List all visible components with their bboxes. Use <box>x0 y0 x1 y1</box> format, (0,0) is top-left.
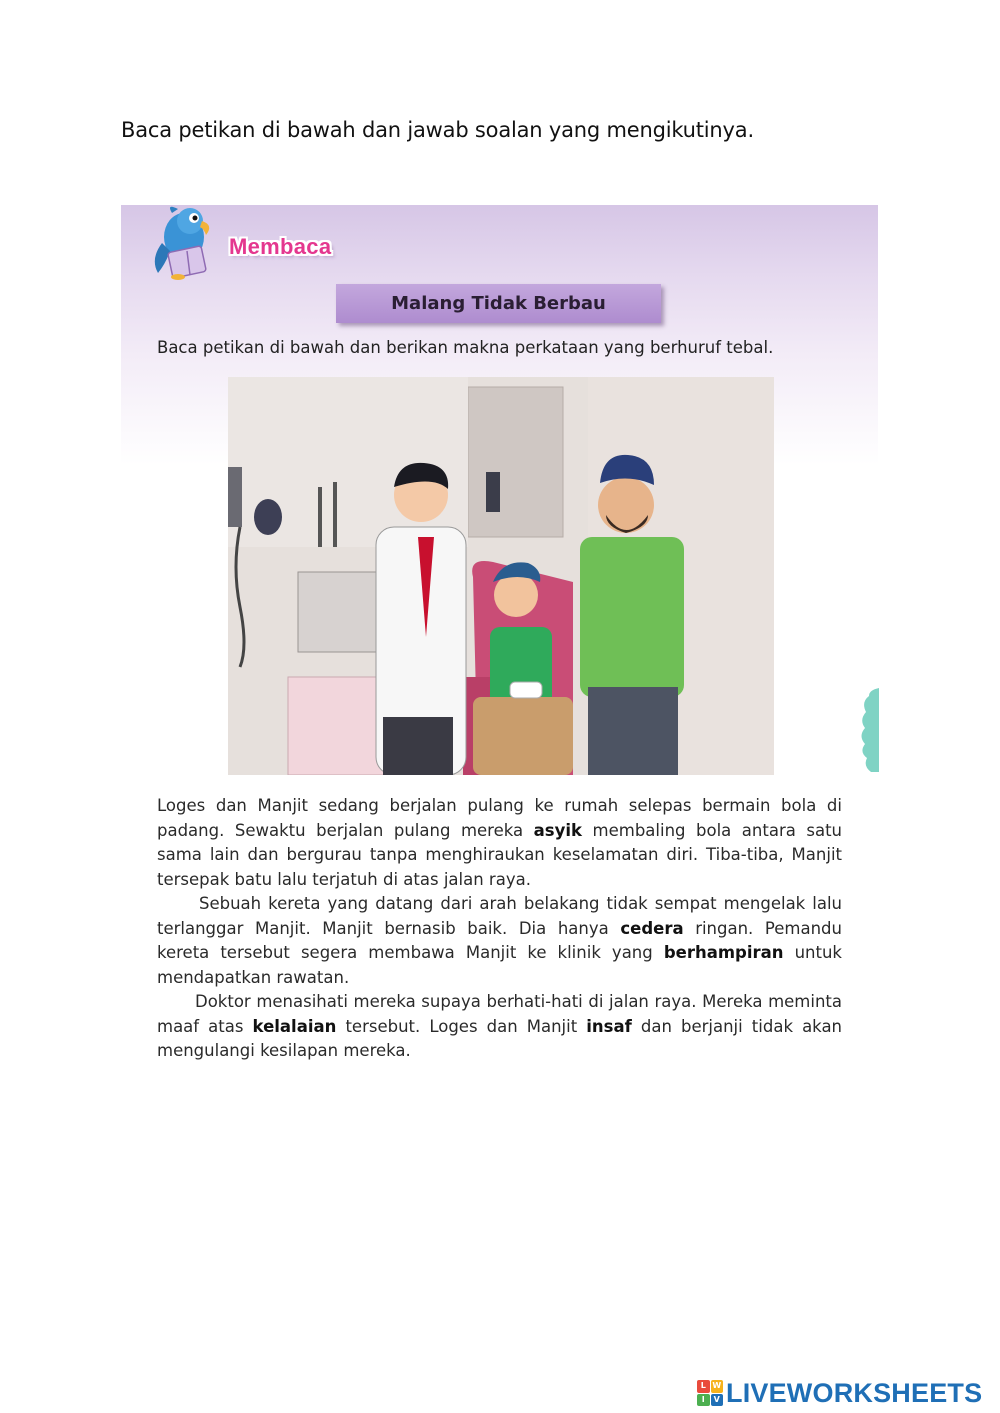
parrot-mascot-icon <box>144 203 226 283</box>
logo-mark-icon: L W I V <box>697 1380 723 1406</box>
liveworksheets-logo <box>697 1378 982 1408</box>
story-title: Malang Tidak Berbau <box>336 284 661 323</box>
worksheet-instruction: Baca petikan di bawah dan jawab soalan yang mengikutinya. <box>121 118 754 142</box>
bold-word-asyik: asyik <box>533 820 582 840</box>
bold-word-kelalaian: kelalaian <box>252 1016 337 1036</box>
passage-paragraph-1: Loges dan Manjit sedang berjalan pulang ke rumah selepas bermain bola di padang. Sewaktu berjalan pulang mereka asyik membaling bola antara satu sama lain dan bergurau tanpa menghiraukan keselamatan diri. Tiba-tiba, Manjit tersepak batu lalu terjatuh di atas jalan raya. <box>157 796 843 889</box>
passage-paragraph-3: Doktor menasihati mereka supaya berhati-hati di jalan raya. Mereka meminta maaf atas kelalaian tersebut. Loges dan Manjit insaf dan berjanji tidak akan mengulangi kesilapan mereka. <box>157 992 843 1060</box>
bold-word-insaf: insaf <box>586 1016 632 1036</box>
panel-instruction: Baca petikan di bawah dan berikan makna perkataan yang berhuruf tebal. <box>157 338 774 357</box>
story-passage <box>157 794 842 1064</box>
passage-paragraph-2: Sebuah kereta yang datang dari arah belakang tidak sempat mengelak lalu terlanggar Manjit. Manjit bernasib baik. Dia hanya cedera ringan. Pemandu kereta tersebut segera membawa Manjit ke klinik yang berhampiran untuk mendapatkan rawatan. <box>157 894 842 987</box>
section-label: Membaca <box>229 234 332 259</box>
logo-text: LIVEWORKSHEETS <box>726 1377 983 1408</box>
page-side-tab <box>859 688 879 772</box>
bold-word-berhampiran: berhampiran <box>663 943 784 962</box>
clinic-illustration <box>228 377 774 775</box>
bold-word-cedera: cedera <box>620 918 684 938</box>
